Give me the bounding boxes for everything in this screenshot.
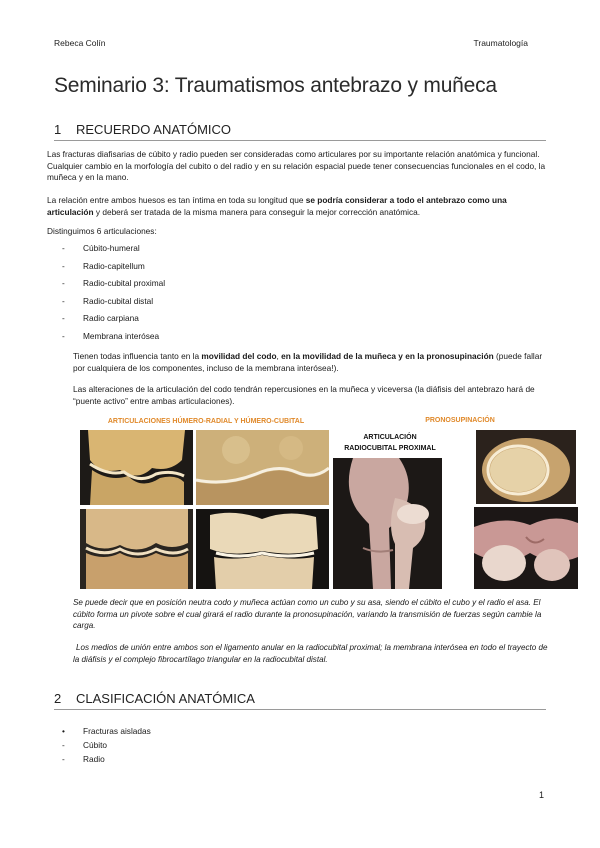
list-item: - Radio-cubital distal: [62, 295, 154, 306]
caption-union-means: Los medios de unión entre ambos son el ligamento anular en la radiocubital proximal; la membrana interósea en todo el trayecto de la diáfisis y el complejo fibrocartílago triangular en la radiocubital distal.: [73, 643, 548, 664]
section-1-title: RECUERDO ANATÓMICO: [76, 122, 232, 137]
list-item: - Radio-capitellum: [62, 260, 145, 271]
figure-label-pronosupinacion: PRONOSUPINACIÓN: [425, 417, 495, 424]
section-1-rule: [54, 140, 546, 141]
section-2-heading: [54, 691, 255, 706]
list-item: - Radio-cubital proximal: [62, 278, 166, 289]
list-item: - Cúbito: [62, 740, 107, 750]
paragraph-joints-intro: Distinguimos 6 articulaciones:: [47, 226, 157, 236]
list-item: - Membrana interósea: [62, 330, 160, 341]
header-subject: Traumatología: [473, 38, 528, 48]
section-2-rule: [54, 709, 546, 710]
list-item: • Fracturas aisladas: [62, 726, 151, 736]
section-1-number: 1: [54, 122, 62, 137]
paragraph-bone-relation: La relación entre ambos huesos es tan íntima en toda su longitud que se podría considerar a todo el antebrazo como una articulación y deberá ser tratada de la misma manera para conseguir la mejor corrección anatómica.: [47, 195, 507, 217]
figure-label-radiocubital-1: ARTICULACIÓN: [363, 434, 417, 441]
photo-humero-cubital-2: [196, 509, 329, 589]
list-item: - Radio: [62, 754, 105, 764]
figure-label-radiocubital-2: RADIOCUBITAL PROXIMAL: [344, 445, 436, 452]
page-number: 1: [538, 790, 544, 800]
photo-humero-radial-1: [80, 430, 193, 505]
list-item: - Cúbito-humeral: [62, 243, 140, 253]
caption-cube-handle: Se puede decir que en posición neutra codo y muñeca actúan como un cubo y su asa, siendo el cúbito el cubo y el radio el asa. El cúbito forma un pivote sobre el cual girará el radio durante la pronosupinación, variando la transmisión de fuerzas según cambie la carga.: [73, 598, 542, 631]
paragraph-diaphyseal-fractures: Las fracturas diafisarias de cúbito y radio pueden ser consideradas como articulares por su importante relación anatómica y funcional. Cualquier cambio en la morfología del cubito o del radio y en su relación espacial puede tener consecuencias funcionales en el codo, la muñeca y en la mano.: [47, 149, 546, 183]
figure-label-humero: ARTICULACIONES HÚMERO-RADIAL Y HÚMERO-CUBITAL: [107, 418, 305, 425]
header-author: Rebeca Colín: [54, 38, 106, 48]
page-title: Seminario 3: Traumatismos antebrazo y muñeca: [54, 74, 497, 97]
photo-radiocubital-proximal: [333, 458, 442, 589]
photo-pronosupinacion-1: [476, 430, 576, 504]
paragraph-alterations: Las alteraciones de la articulación del codo tendrán repercusiones en la muñeca y viceversa (la diáfisis del antebrazo hará de “puente activo” entre ambas articulaciones).: [73, 384, 535, 406]
classification-list: [62, 724, 151, 766]
photo-pronosupinacion-2: [474, 507, 578, 589]
section-2-title: CLASIFICACIÓN ANATÓMICA: [76, 691, 255, 706]
section-1-heading: [54, 122, 231, 137]
paragraph-influence: Tienen todas influencia tanto en la movilidad del codo, en la movilidad de la muñeca y en la pronosupinación (puede fallar por cualquiera de los componentes, incluso de la membrana interósea!).: [73, 351, 543, 373]
photo-humero-cubital-1: [80, 509, 193, 589]
joints-list: [62, 240, 165, 346]
section-2-number: 2: [54, 691, 62, 706]
list-item: - Radio carpiana: [62, 313, 139, 324]
photo-humero-radial-2: [196, 430, 329, 505]
